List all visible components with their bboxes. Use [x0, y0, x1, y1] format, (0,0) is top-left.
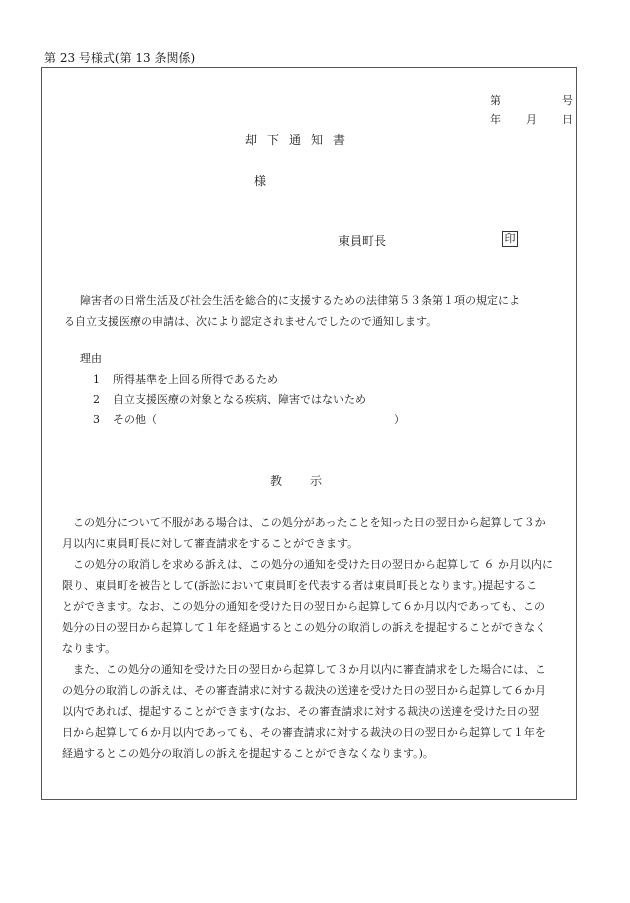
title-char: 知 [311, 133, 324, 147]
notice-line: 経過するとこの処分の取消しの訴えを提起することができなくなります。)。 [62, 747, 434, 760]
addressee-suffix: 様 [254, 174, 267, 188]
date-month: 月 [526, 113, 537, 126]
notice-line: 日から起算して６か月以内であっても、その審査請求に対する裁決の日の翌日から起算して１年を [62, 726, 546, 739]
reason-other-close: ） [394, 413, 405, 426]
seal-box: 印 [502, 231, 518, 247]
date-day: 日 [562, 113, 573, 126]
reason-text: 自立支援医療の対象となる疾病、障害ではないため [113, 393, 366, 406]
reason-number: 1 [93, 373, 100, 386]
notice-title-char: 教 [270, 474, 283, 488]
reason-number: 2 [93, 393, 100, 406]
title-char: 却 [245, 133, 258, 147]
reason-label: 理由 [80, 352, 102, 365]
notice-line: 限り、東員町を被告として(訴訟において東員町を代表する者は東員町長となります。)提起するこ [62, 579, 538, 592]
reason-text: 所得基準を上回る所得であるため [113, 373, 278, 386]
notice-line: この処分について不服がある場合は、この処分があったことを知った日の翌日から起算して３か [62, 516, 546, 529]
body-line-2: る自立支援医療の申請は、次により認定されませんでしたので通知します。 [64, 315, 438, 328]
title-char: 通 [289, 133, 302, 147]
body-line-1: 障害者の日常生活及び社会生活を総合的に支援するための法律第５３条第１項の規定によ [80, 294, 520, 307]
notice-line: とができます。なお、この処分の通知を受けた日の翌日から起算して６か月以内であっても、この [62, 600, 546, 613]
form-number-label: 第 23 号様式(第 13 条関係) [44, 51, 196, 65]
notice-line: 以内であれば、提起することができます(なお、その審査請求に対する裁決の送達を受けた日の翌 [62, 705, 540, 718]
reason-text: その他（ [113, 413, 157, 426]
notice-line: また、この処分の通知を受けた日の翌日から起算して３か月以内に審査請求をした場合には、こ [62, 663, 546, 676]
notice-line: の処分の取消しの訴えは、その審査請求に対する裁決の送達を受けた日の翌日から起算して６か月 [62, 684, 546, 697]
doc-number-prefix: 第 [490, 94, 501, 107]
notice-line: なります。 [62, 642, 117, 655]
notice-line: 処分の日の翌日から起算して１年を経過するとこの処分の取消しの訴えを提起することができなく [62, 621, 546, 634]
notice-title [270, 472, 350, 489]
issuer-name: 東員町長 [338, 234, 387, 248]
title-char: 下 [267, 133, 280, 147]
reason-item [93, 411, 157, 427]
notice-title-char: 示 [310, 474, 323, 488]
doc-number-suffix: 号 [562, 94, 573, 107]
title-char: 書 [333, 133, 346, 147]
date-year: 年 [490, 113, 501, 126]
reason-item [93, 391, 366, 407]
reason-number: 3 [93, 413, 100, 426]
reason-item [93, 371, 278, 387]
notice-line: この処分の取消しを求める訴えは、この処分の通知を受けた日の翌日から起算して ６ か月以内に [62, 558, 553, 571]
notice-line: 月以内に東員町長に対して審査請求をすることができます。 [62, 537, 359, 550]
document-title [245, 131, 355, 148]
